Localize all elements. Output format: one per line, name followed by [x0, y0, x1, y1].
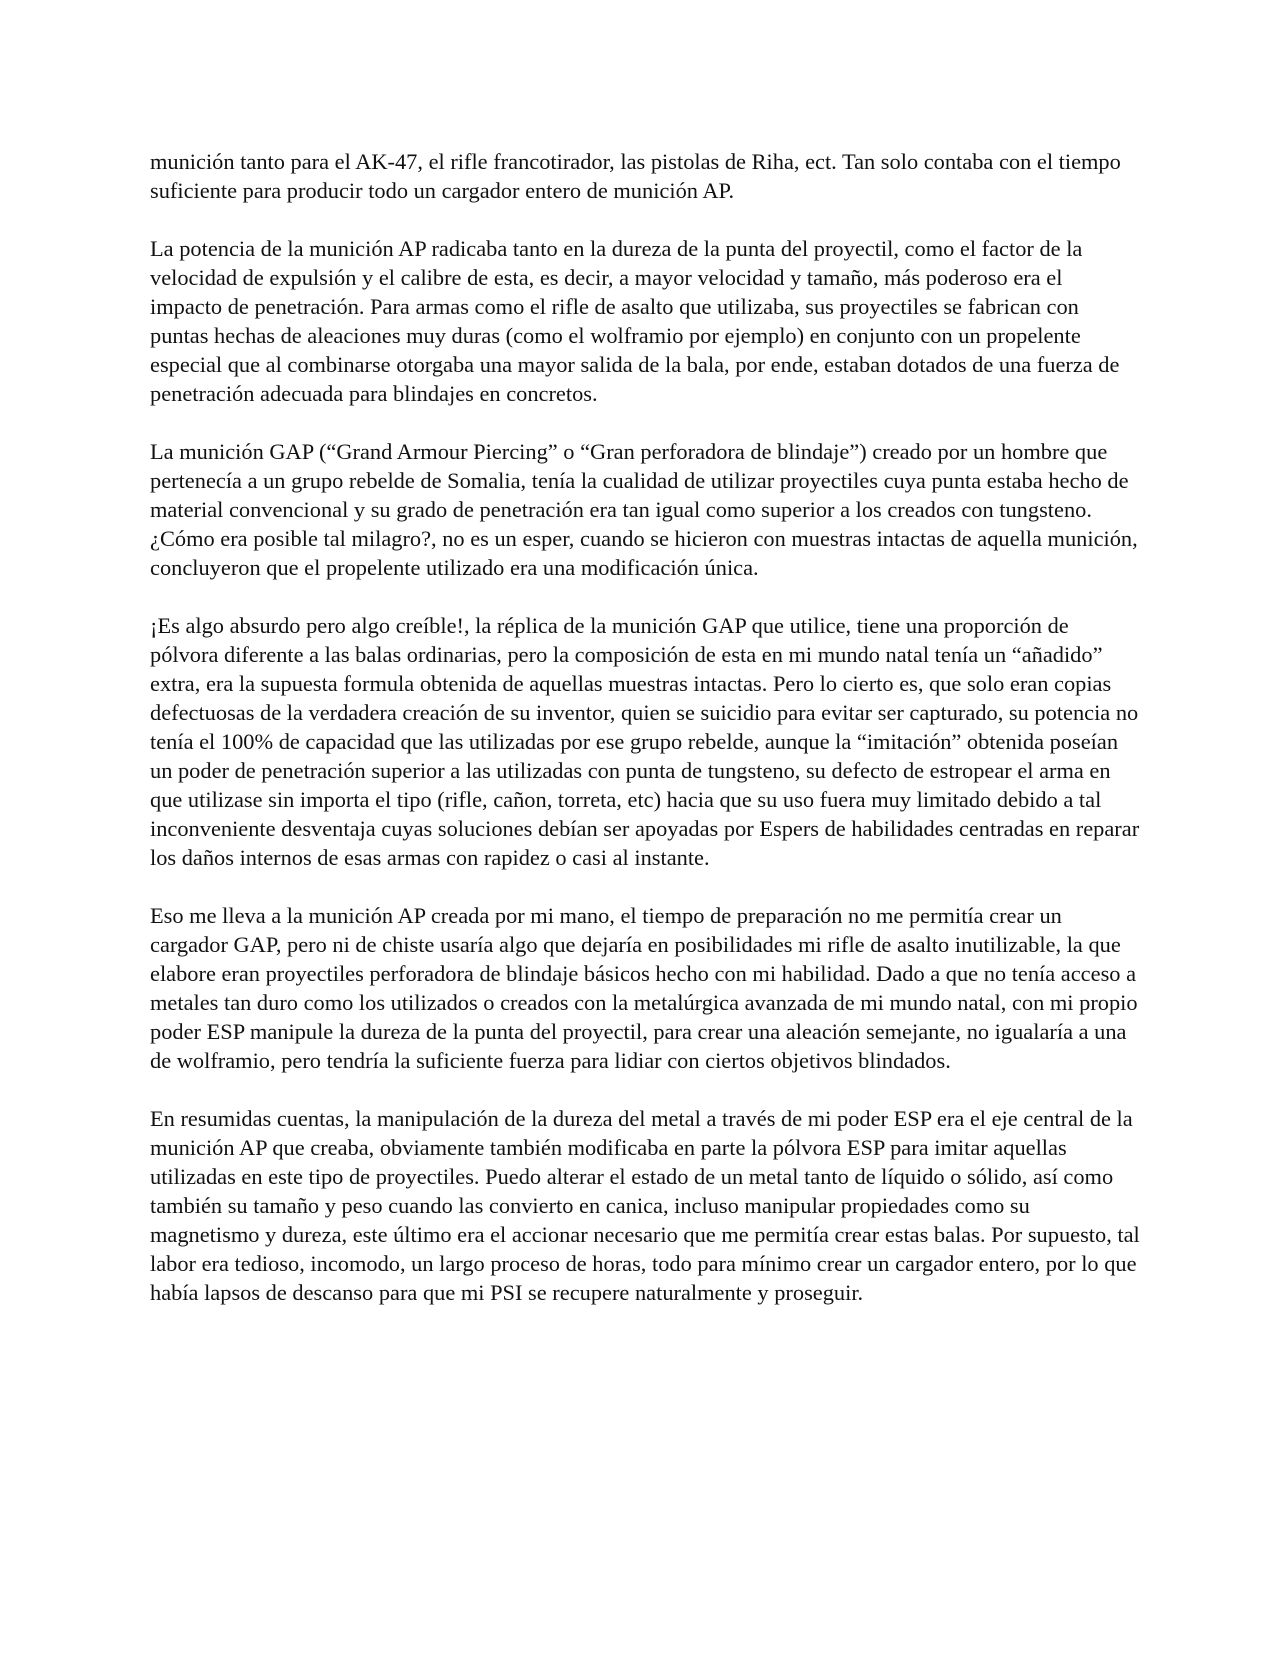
document-body — [150, 147, 1140, 1307]
paragraph-5: Eso me lleva a la munición AP creada por mi mano, el tiempo de preparación no me permitía crear un cargador GAP, pero ni de chiste usaría algo que dejaría en posibilidades mi rifle de asalto inutilizable, la que elabore eran proyectiles perforadora de blindaje básicos hecho con mi habilidad. Dado a que no tenía acceso a metales tan duro como los utilizados o creados con la metalúrgica avanzada de mi mundo natal, con mi propio poder ESP manipule la dureza de la punta del proyectil, para crear una aleación semejante, no igualaría a una de wolframio, pero tendría la suficiente fuerza para lidiar con ciertos objetivos blindados. — [150, 903, 1138, 1073]
paragraph-6: En resumidas cuentas, la manipulación de la dureza del metal a través de mi poder ESP era el eje central de la munición AP que creaba, obviamente también modificaba en parte la pólvora ESP para imitar aquellas utilizadas en este tipo de proyectiles. Puedo alterar el estado de un metal tanto de líquido o sólido, así como también su tamaño y peso cuando las convierto en canica, incluso manipular propiedades como su magnetismo y dureza, este último era el accionar necesario que me permitía crear estas balas. Por supuesto, tal labor era tedioso, incomodo, un largo proceso de horas, todo para mínimo crear un cargador entero, por lo que había lapsos de descanso para que mi PSI se recupere naturalmente y proseguir. — [150, 1106, 1140, 1305]
paragraph-2: La potencia de la munición AP radicaba tanto en la dureza de la punta del proyectil, como el factor de la velocidad de expulsión y el calibre de esta, es decir, a mayor velocidad y tamaño, más poderoso era el impacto de penetración. Para armas como el rifle de asalto que utilizaba, sus proyectiles se fabrican con puntas hechas de aleaciones muy duras (como el wolframio por ejemplo) en conjunto con un propelente especial que al combinarse otorgaba una mayor salida de la bala, por ende, estaban dotados de una fuerza de penetración adecuada para blindajes en concretos. — [150, 236, 1120, 406]
paragraph-1: munición tanto para el AK-47, el rifle francotirador, las pistolas de Riha, ect. Tan solo contaba con el tiempo suficiente para producir todo un cargador entero de munición AP. — [150, 149, 1121, 203]
paragraph-4: ¡Es algo absurdo pero algo creíble!, la réplica de la munición GAP que utilice, tiene una proporción de pólvora diferente a las balas ordinarias, pero la composición de esta en mi mundo natal tenía un “añadido” extra, era la supuesta formula obtenida de aquellas muestras intactas. Pero lo cierto es, que solo eran copias defectuosas de la verdadera creación de su inventor, quien se suicidio para evitar ser capturado, su potencia no tenía el 100% de capacidad que las utilizadas por ese grupo rebelde, aunque la “imitación” obtenida poseían un poder de penetración superior a las utilizadas con punta de tungsteno, su defecto de estropear el arma en que utilizase sin importa el tipo (rifle, cañon, torreta, etc) hacia que su uso fuera muy limitado debido a tal inconveniente desventaja cuyas soluciones debían ser apoyadas por Espers de habilidades centradas en reparar los daños internos de esas armas con rapidez o casi al instante. — [150, 613, 1140, 870]
paragraph-3: La munición GAP (“Grand Armour Piercing” o “Gran perforadora de blindaje”) creado por un hombre que pertenecía a un grupo rebelde de Somalia, tenía la cualidad de utilizar proyectiles cuya punta estaba hecho de material convencional y su grado de penetración era tan igual como superior a los creados con tungsteno. ¿Cómo era posible tal milagro?, no es un esper, cuando se hicieron con muestras intactas de aquella munición, concluyeron que el propelente utilizado era una modificación única. — [150, 439, 1138, 580]
